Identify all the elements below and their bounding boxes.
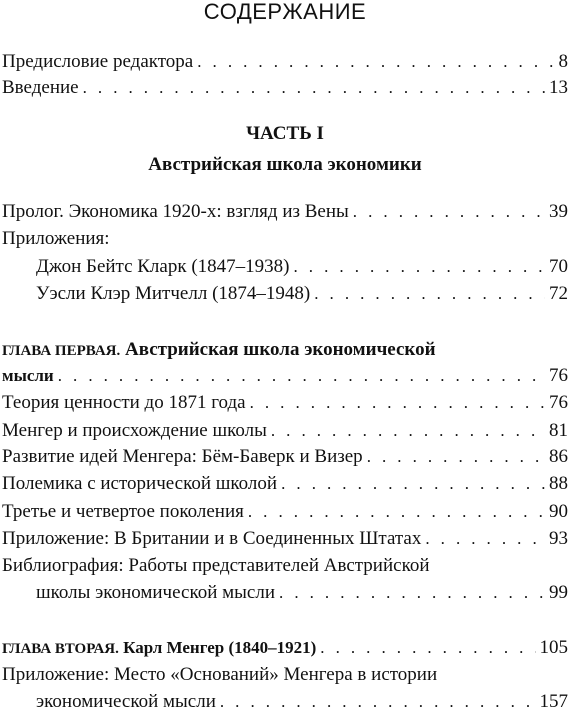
dot-leader — [320, 635, 535, 661]
entry-title: экономической мысли — [36, 691, 216, 712]
entry-title: Пролог. Экономика 1920-х: взгляд из Вены — [2, 201, 349, 222]
entry-title: Менгер и происхождение школы — [2, 420, 267, 441]
appendices-label: Приложения: — [2, 228, 110, 249]
toc-entry-section[interactable] — [2, 444, 568, 470]
toc-entry-appendix-mitchell[interactable] — [36, 281, 568, 307]
toc-entry-chapter2[interactable] — [2, 635, 568, 661]
dot-leader — [281, 471, 545, 497]
dot-leader — [220, 689, 536, 715]
part-title: Австрийская школа экономики — [148, 154, 422, 175]
entry-title: школы экономической мысли — [36, 582, 276, 603]
chapter-title: Австрийская школа экономической — [125, 339, 436, 360]
entry-title: Приложение: В Британии и в Соединенных Штатах — [2, 528, 422, 549]
dot-leader — [248, 499, 545, 525]
part-number: ЧАСТЬ I — [246, 123, 324, 144]
toc-entry-section[interactable] — [2, 390, 568, 416]
toc-entry-section[interactable] — [2, 499, 568, 525]
entry-page: 93 — [549, 528, 568, 549]
dot-leader — [279, 580, 545, 606]
toc-entry-chapter2-appendix[interactable] — [36, 689, 568, 715]
dot-leader — [294, 254, 546, 280]
chapter1-heading[interactable] — [2, 337, 436, 364]
toc-entry-section[interactable] — [2, 471, 568, 497]
dot-leader — [250, 390, 545, 416]
dot-leader — [425, 526, 545, 552]
entry-title: Развитие идей Менгера: Бём-Баверк и Визер — [2, 446, 363, 467]
entry-page: 72 — [549, 283, 568, 304]
entry-page: 8 — [558, 51, 568, 72]
entry-page: 39 — [549, 201, 568, 222]
entry-page: 70 — [549, 256, 568, 277]
entry-page: 88 — [549, 473, 568, 494]
page-title: СОДЕРЖАНИЕ — [203, 0, 367, 24]
dot-leader — [353, 199, 545, 225]
entry-title: Третье и четвертое поколения — [2, 501, 244, 522]
entry-page: 86 — [549, 446, 568, 467]
toc-entry-section[interactable] — [2, 418, 568, 444]
dot-leader — [314, 281, 545, 307]
dot-leader — [271, 418, 545, 444]
entry-title: Предисловие редактора — [2, 51, 194, 72]
entry-title: Джон Бейтс Кларк (1847–1938) — [36, 256, 290, 277]
entry-page: 81 — [549, 420, 568, 441]
entry-page: 99 — [549, 582, 568, 603]
entry-page: 90 — [549, 501, 568, 522]
entry-title: Полемика с исторической школой — [2, 473, 278, 494]
toc-entry-bibliography[interactable] — [36, 580, 568, 606]
chapter-label: ГЛАВА ВТОРАЯ. — [2, 641, 119, 657]
chapter2-appendix-title: Приложение: Место «Оснований» Менгера в истории — [2, 664, 438, 685]
toc-entry-chapter1[interactable] — [2, 363, 568, 389]
dot-leader — [83, 75, 545, 101]
chapter2-heading — [2, 635, 316, 662]
toc-entry-preface[interactable] — [2, 49, 568, 75]
chapter-title-cont: мысли — [2, 366, 54, 385]
entry-page: 105 — [539, 637, 568, 658]
toc-entry-section[interactable] — [2, 526, 568, 552]
entry-page: 76 — [549, 392, 568, 413]
dot-leader — [367, 444, 545, 470]
bibliography-title: Библиография: Работы представителей Австрийской — [2, 555, 430, 576]
dot-leader — [58, 363, 545, 389]
chapter-label: ГЛАВА ПЕРВАЯ. — [2, 343, 121, 359]
entry-title: Теория ценности до 1871 года — [2, 392, 246, 413]
entry-title: Уэсли Клэр Митчелл (1874–1948) — [36, 283, 311, 304]
entry-page: 76 — [549, 365, 568, 386]
toc-entry-introduction[interactable] — [2, 75, 568, 101]
toc-entry-prologue[interactable] — [2, 199, 568, 225]
entry-page: 157 — [539, 691, 568, 712]
entry-page: 13 — [549, 77, 568, 98]
toc-entry-appendix-clark[interactable] — [36, 254, 568, 280]
chapter-title: Карл Менгер (1840–1921) — [123, 638, 317, 657]
entry-title: Введение — [2, 77, 79, 98]
dot-leader — [197, 49, 554, 75]
